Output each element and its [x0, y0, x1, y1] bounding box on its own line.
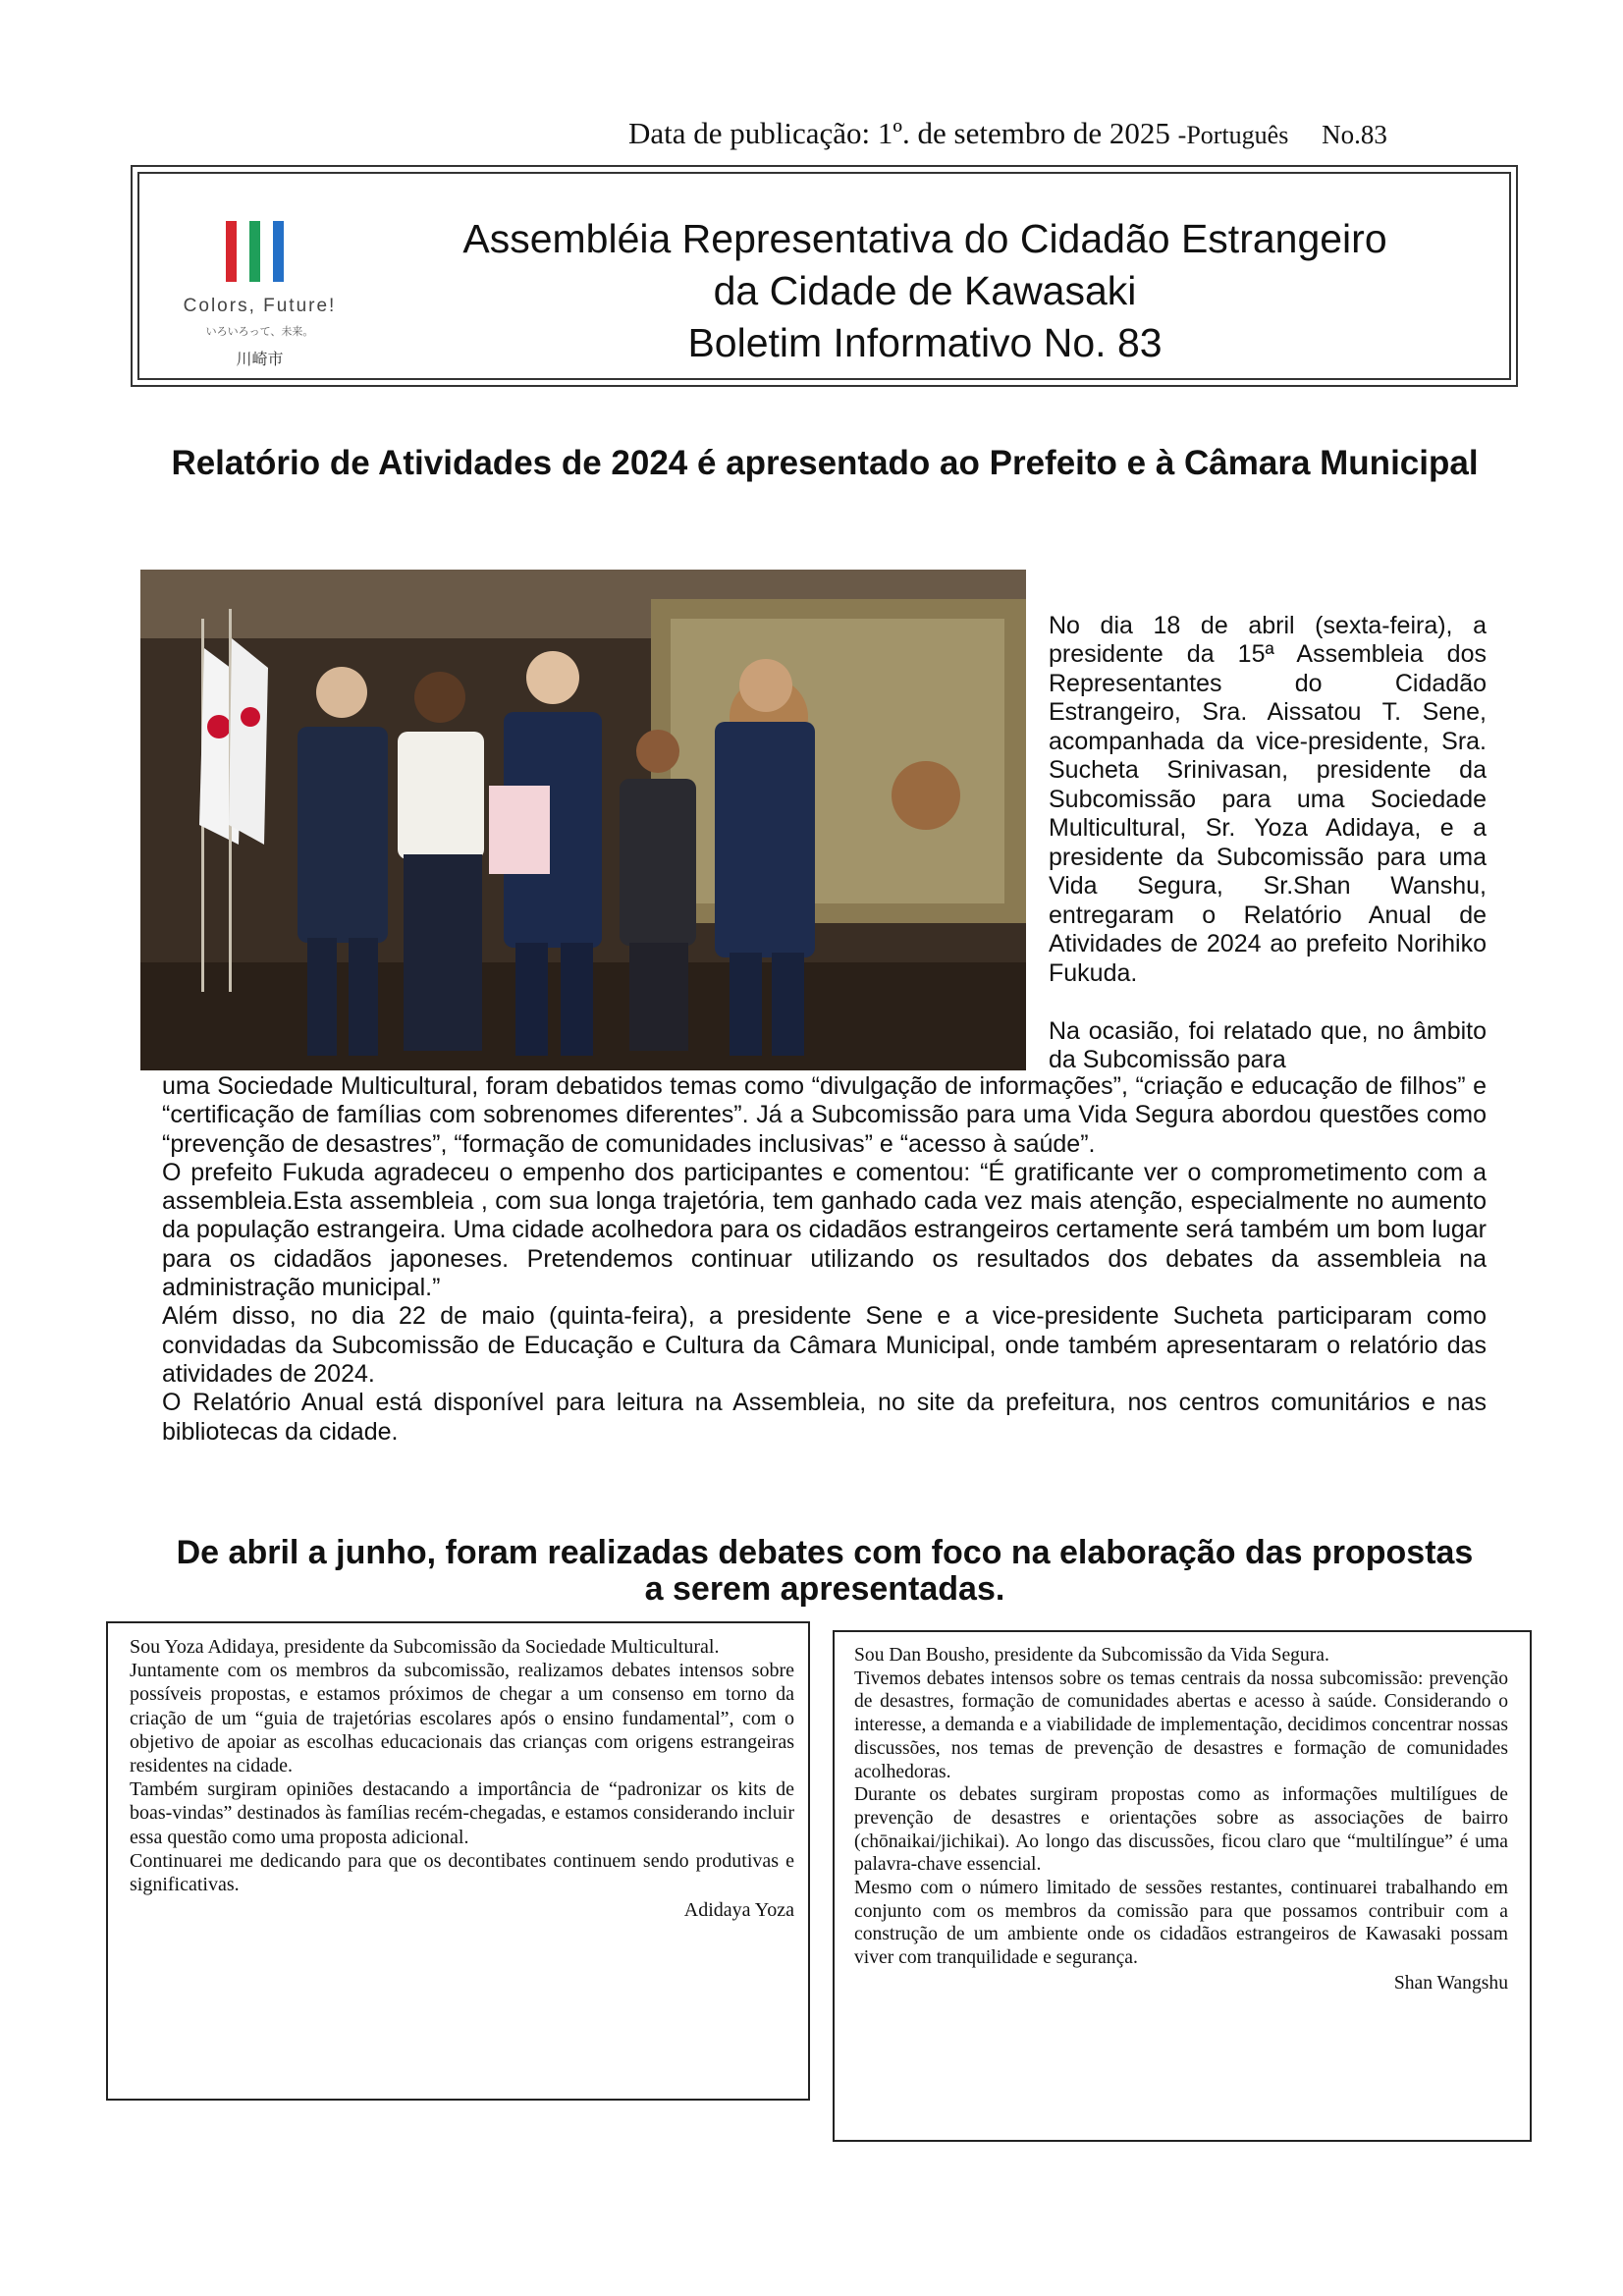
logo-city-name: 川崎市	[236, 352, 284, 368]
page-title	[380, 213, 1470, 369]
right-card-p2: Tivemos debates intensos sobre os temas centrais da nossa subcomissão: prevenção de desastres, formação de comunidades abertas e acesso à saúde. Considerando o interesse, a demanda e a viabilidade de implementação, decidimos concentrar nossas discussões, nos temas de prevenção de desastres e formação de comunidades acolhedoras.	[854, 1667, 1508, 1782]
article1-intro	[1049, 582, 1487, 1104]
left-card-signature: Adidaya Yoza	[683, 1899, 794, 1922]
article1-intro-p1: No dia 18 de abril (sexta-feira), a presidente da 15ª Assembleia dos Representantes do Cidadão Estrangeiro, Sra. Aissatou T. Sene, acompanhada da vice-presidente, Sra. Sucheta Srinivasan, presidente da Subcomissão para uma Sociedade Multicultural, Sr. Yoza Adidaya, e a presidente da Subcomissão para uma Vida Segura, Sr.Shan Wanshu, entregaram o Relatório Anual de Atividades de 2024 ao prefeito Norihiko Fukuda.	[1049, 611, 1487, 987]
article1-p2-rest: uma Sociedade Multicultural, foram debatidos temas como “divulgação de informações”, “criação e educação de filhos” e “certificação de famílias com sobrenomes diferentes”. Já a Subcomissão para uma Vida Segura abordou questões como “prevenção de desastres”, “formação de comunidades inclusivas” e “acesso à saúde”.	[162, 1072, 1487, 1158]
kawasaki-logo	[169, 221, 351, 378]
header-box	[131, 165, 1518, 387]
left-card-p4: Continuarei me dedicando para que os decontibates continuem sendo produtivas e significativas.	[130, 1849, 794, 1896]
issue-number: No.83	[1322, 120, 1387, 149]
right-card-p1: Sou Dan Bousho, presidente da Subcomissão da Vida Segura.	[854, 1645, 1329, 1666]
article1-p4: Além disso, no dia 22 de maio (quinta-feira), a presidente Sene e a vice-presidente Sucheta participaram como convidadas da Subcomissão de Educação e Cultura da Câmara Municipal, onde também apresentaram o relatório das atividades de 2024.	[162, 1302, 1487, 1388]
logo-slogan: Colors, Future!	[183, 296, 337, 316]
publication-line	[628, 116, 1492, 151]
article2-headline: De abril a junho, foram realizadas debates com foco na elaboração das propostas a serem apresentadas.	[176, 1534, 1474, 1608]
right-card-signature: Shan Wangshu	[1393, 1972, 1508, 1994]
left-card-p3: Também surgiram opiniões destacando a importância de “padronizar os kits de boas-vindas” destinados às famílias recém-chegadas, e estamos considerando incluir essa questão como uma proposta adicional.	[130, 1778, 794, 1848]
article1-p3: O prefeito Fukuda agradeceu o empenho dos participantes e comentou: “É gratificante ver o comprometimento com a assembleia.Esta assembleia , com sua longa trajetória, tem ganhado cada vez mais atenção, especialmente no aumento da população estrangeira. Uma cidade acolhedora para os cidadãos estrangeiros certamente será também um bom lugar para os cidadãos japoneses. Pretendemos continuar utilizando os resultados dos debates da assembleia na administração municipal.”	[162, 1158, 1487, 1302]
right-card	[833, 1630, 1532, 2142]
title-line-3: Boletim Informativo No. 83	[687, 320, 1163, 365]
language-label: -Português	[1177, 121, 1289, 149]
left-card-p2: Juntamente com os membros da subcomissão, realizamos debates intensos sobre possíveis propostas, e estamos próximos de chegar a um consenso em torno da criação de um “guia de trajetórias escolares após o ensino fundamental”, com o objetivo de apoiar as escolhas educacionais das crianças com origens estrangeiras residentes na cidade.	[130, 1660, 794, 1777]
right-card-p3: Durante os debates surgiram propostas como as informações multilígues de prevenção de desastres e orientações sobre as associações de bairro (chōnaikai/jichikai). Ao longo das discussões, ficou claro que “multilíngue” é uma palavra-chave essencial.	[854, 1784, 1508, 1876]
delegation-photo	[140, 570, 1026, 1070]
article1-headline: Relatório de Atividades de 2024 é apresentado ao Prefeito e à Câmara Municipal	[171, 444, 1479, 482]
colors-future-bars-icon	[220, 221, 298, 282]
title-line-2: da Cidade de Kawasaki	[713, 268, 1137, 313]
right-card-p4: Mesmo com o número limitado de sessões restantes, continuarei trabalhando em conjunto com os membros da comissão para que possamos contribuir com a construção de um ambiente onde os cidadãos estrangeiros de Kawasaki possam viver com tranquilidade e segurança.	[854, 1878, 1508, 1969]
article1-p2-start: Na ocasião, foi relatado que, no âmbito da Subcomissão para	[1049, 1016, 1487, 1073]
logo-slogan-jp: いろいろって、未来。	[205, 326, 314, 338]
article1-p5: O Relatório Anual está disponível para leitura na Assembleia, no site da prefeitura, nos centros comunitários e nas bibliotecas da cidade.	[162, 1389, 1487, 1446]
article1-body	[162, 1072, 1487, 1447]
publication-date: Data de publicação: 1º. de setembro de 2025	[628, 116, 1170, 150]
title-line-1: Assembléia Representativa do Cidadão Estrangeiro	[462, 216, 1387, 261]
left-card-p1: Sou Yoza Adidaya, presidente da Subcomissão da Sociedade Multicultural.	[130, 1636, 720, 1658]
left-card	[106, 1621, 810, 2101]
